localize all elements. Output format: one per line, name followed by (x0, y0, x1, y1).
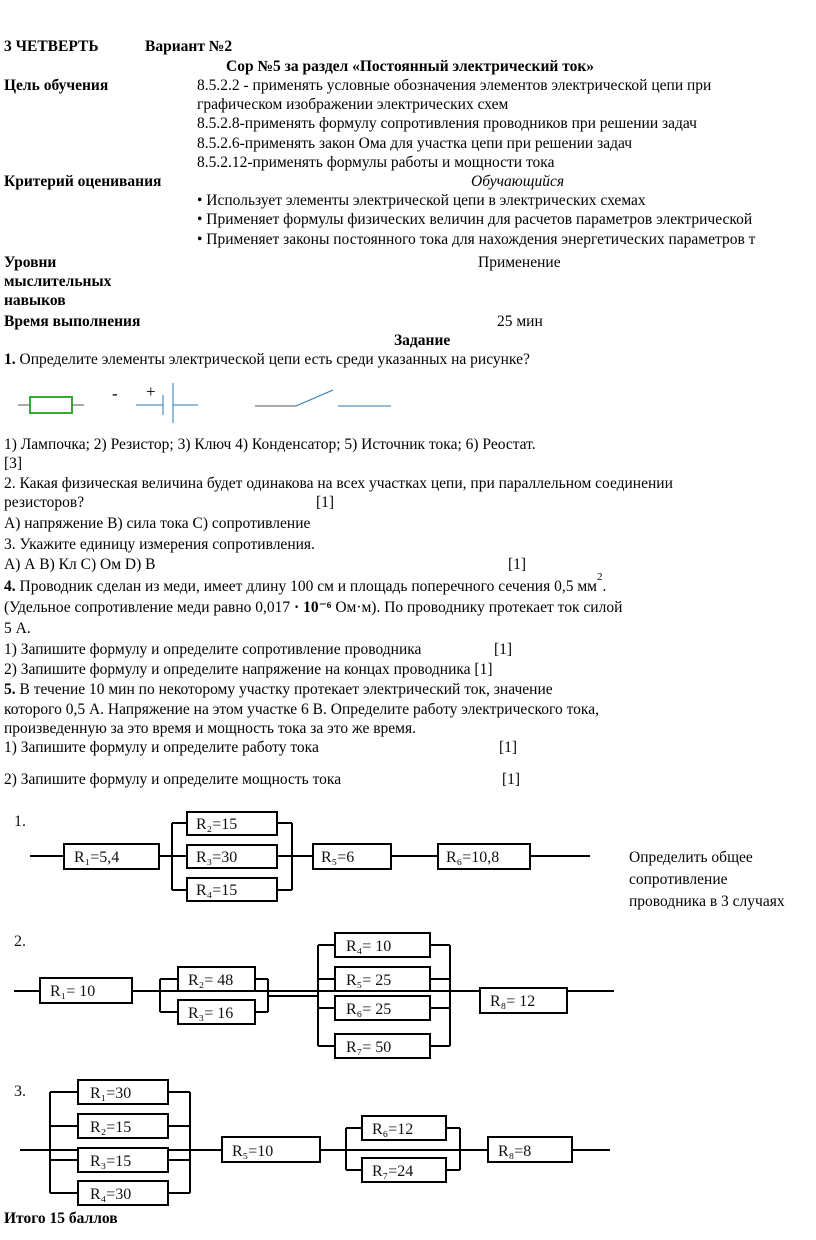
question-3-options: А) А В) Кл С) Ом D) В (4, 556, 156, 573)
resistor-label: R₂=15 (196, 816, 238, 833)
circuits-note: проводника в 3 случаях (629, 893, 785, 910)
goal-line: 8.5.2.12-применять формулы работы и мощности тока (197, 154, 555, 171)
circuit-number: 1. (14, 813, 26, 830)
question-number: 5. (4, 681, 16, 698)
question-3: 3. Укажите единицу измерения сопротивления. (4, 536, 315, 553)
resistor-label: R₇= 50 (346, 1039, 392, 1056)
question-5-part-2: 2) Запишите формулу и определите мощность тока (4, 771, 342, 788)
question-text: Определите элементы электрической цепи есть среди указанных на рисунке? (19, 351, 530, 368)
question-5-cont: произведенную за это время и мощность тока за это же время. (4, 720, 416, 737)
variant-label: Вариант №2 (145, 38, 233, 55)
resistor-label: R₈=8 (498, 1143, 532, 1160)
question-5-part-1-points: [1] (499, 739, 518, 756)
superscript: 2 (596, 571, 603, 583)
goal-line: 8.5.2.8-применять формулу сопротивления проводников при решении задач (197, 115, 697, 132)
resistor-label: R₂= 48 (188, 972, 234, 989)
levels-label: мыслительных (4, 273, 112, 290)
question-text: Ом·м). По проводнику протекает ток силой (335, 599, 623, 616)
time-value: 25 мин (497, 313, 543, 330)
question-text: В течение 10 мин по некоторому участку протекает электрический ток, значение (19, 681, 553, 698)
resistor-label: R₄=30 (90, 1186, 132, 1203)
levels-label: Уровни (4, 254, 57, 271)
total-points: Итого 15 баллов (4, 1210, 118, 1227)
resistor-label: R₆=10,8 (446, 849, 500, 866)
resistor-label: R₆=12 (372, 1121, 414, 1138)
resistor-label: R₆= 25 (346, 1001, 392, 1018)
resistor-label: R₃=30 (196, 849, 238, 866)
period: . (602, 578, 607, 595)
goal-line: 8.5.2.2 - применять условные обозначения элементов электрической цепи при (197, 77, 712, 94)
question-text: Проводник сделан из меди, имеет длину 100 см и площадь поперечного сечения 0,5 мм (19, 578, 597, 595)
question-5-part-2-points: [1] (502, 771, 521, 788)
levels-value: Применение (478, 254, 561, 271)
question-2-cont: резисторов? (4, 494, 85, 511)
question-2-points: [1] (316, 494, 335, 511)
resistor-label: R₄=15 (196, 882, 238, 899)
question-number: 4. (4, 578, 16, 595)
question-5-part-1: 1) Запишите формулу и определите работу тока (4, 739, 319, 756)
resistor-label: R₁= 10 (50, 983, 96, 1000)
levels-label: навыков (4, 292, 66, 309)
question-4-cont: 5 А. (4, 620, 31, 637)
resistor-label: R₂=15 (90, 1119, 132, 1136)
resistor-label: R₈= 12 (490, 993, 536, 1010)
question-number: 1. (4, 351, 16, 368)
power-value: 10⁻⁶ (303, 599, 332, 616)
question-3-points: [1] (508, 556, 527, 573)
circuit-number: 3. (14, 1083, 26, 1100)
learner-label: Обучающийся (471, 173, 565, 190)
page-title: Сор №5 за раздел «Постоянный электрический ток» (226, 58, 595, 75)
question-2: 2. Какая физическая величина будет одинакова на всех участках цепи, при параллельном соединении (4, 475, 673, 492)
question-5-cont: которого 0,5 А. Напряжение на этом участке 6 В. Определите работу электрического тока, (4, 701, 599, 718)
resistor-label: R₁=5,4 (74, 849, 120, 866)
goal-label: Цель обучения (4, 77, 109, 94)
minus-sign: - (112, 384, 118, 403)
question-2-options: А) напряжение В) сила тока С) сопротивление (4, 515, 311, 532)
question-1-options: 1) Лампочка; 2) Резистор; 3) Ключ 4) Конденсатор; 5) Источник тока; 6) Реостат. (4, 436, 536, 453)
goal-line: 8.5.2.6-применять закон Ома для участка цепи при решении задач (197, 135, 633, 152)
resistor-label: R₅=6 (321, 849, 355, 866)
quarter-label: 3 ЧЕТВЕРТЬ (4, 38, 99, 55)
question-4-part-1: 1) Запишите формулу и определите сопротивление проводника (4, 641, 422, 658)
criteria-line: • Применяет формулы физических величин для расчетов параметров электрической (197, 211, 753, 228)
plus-sign: + (146, 382, 156, 401)
question-text: (Удельное сопротивление меди равно 0,017 (4, 599, 291, 616)
goal-line: графическом изображении электрических схем (197, 96, 509, 113)
criteria-label: Критерий оценивания (4, 173, 162, 190)
circuit-number: 2. (14, 933, 26, 950)
circuits-note: сопротивление (629, 871, 728, 888)
question-4-part-2: 2) Запишите формулу и определите напряжение на концах проводника [1] (4, 661, 493, 678)
question-4-part-1-points: [1] (494, 641, 513, 658)
time-label: Время выполнения (4, 313, 141, 330)
question-1-points: [3] (4, 455, 23, 472)
criteria-line: • Использует элементы электрической цепи в электрических схемах (197, 192, 646, 209)
resistor-label: R₅= 25 (346, 972, 392, 989)
resistor-label: R₇=24 (372, 1163, 414, 1180)
task-heading: Задание (394, 332, 451, 349)
multiply-dot: · (294, 599, 300, 616)
resistor-label: R₄= 10 (346, 938, 392, 955)
criteria-line: • Применяет законы постоянного тока для нахождения энергетических параметров т (197, 231, 756, 248)
resistor-label: R₃= 16 (188, 1005, 234, 1022)
circuits-note: Определить общее (629, 849, 753, 866)
resistor-label: R₃=15 (90, 1153, 132, 1170)
resistor-label: R₁=30 (90, 1085, 132, 1102)
resistor-label: R₅=10 (232, 1143, 274, 1160)
